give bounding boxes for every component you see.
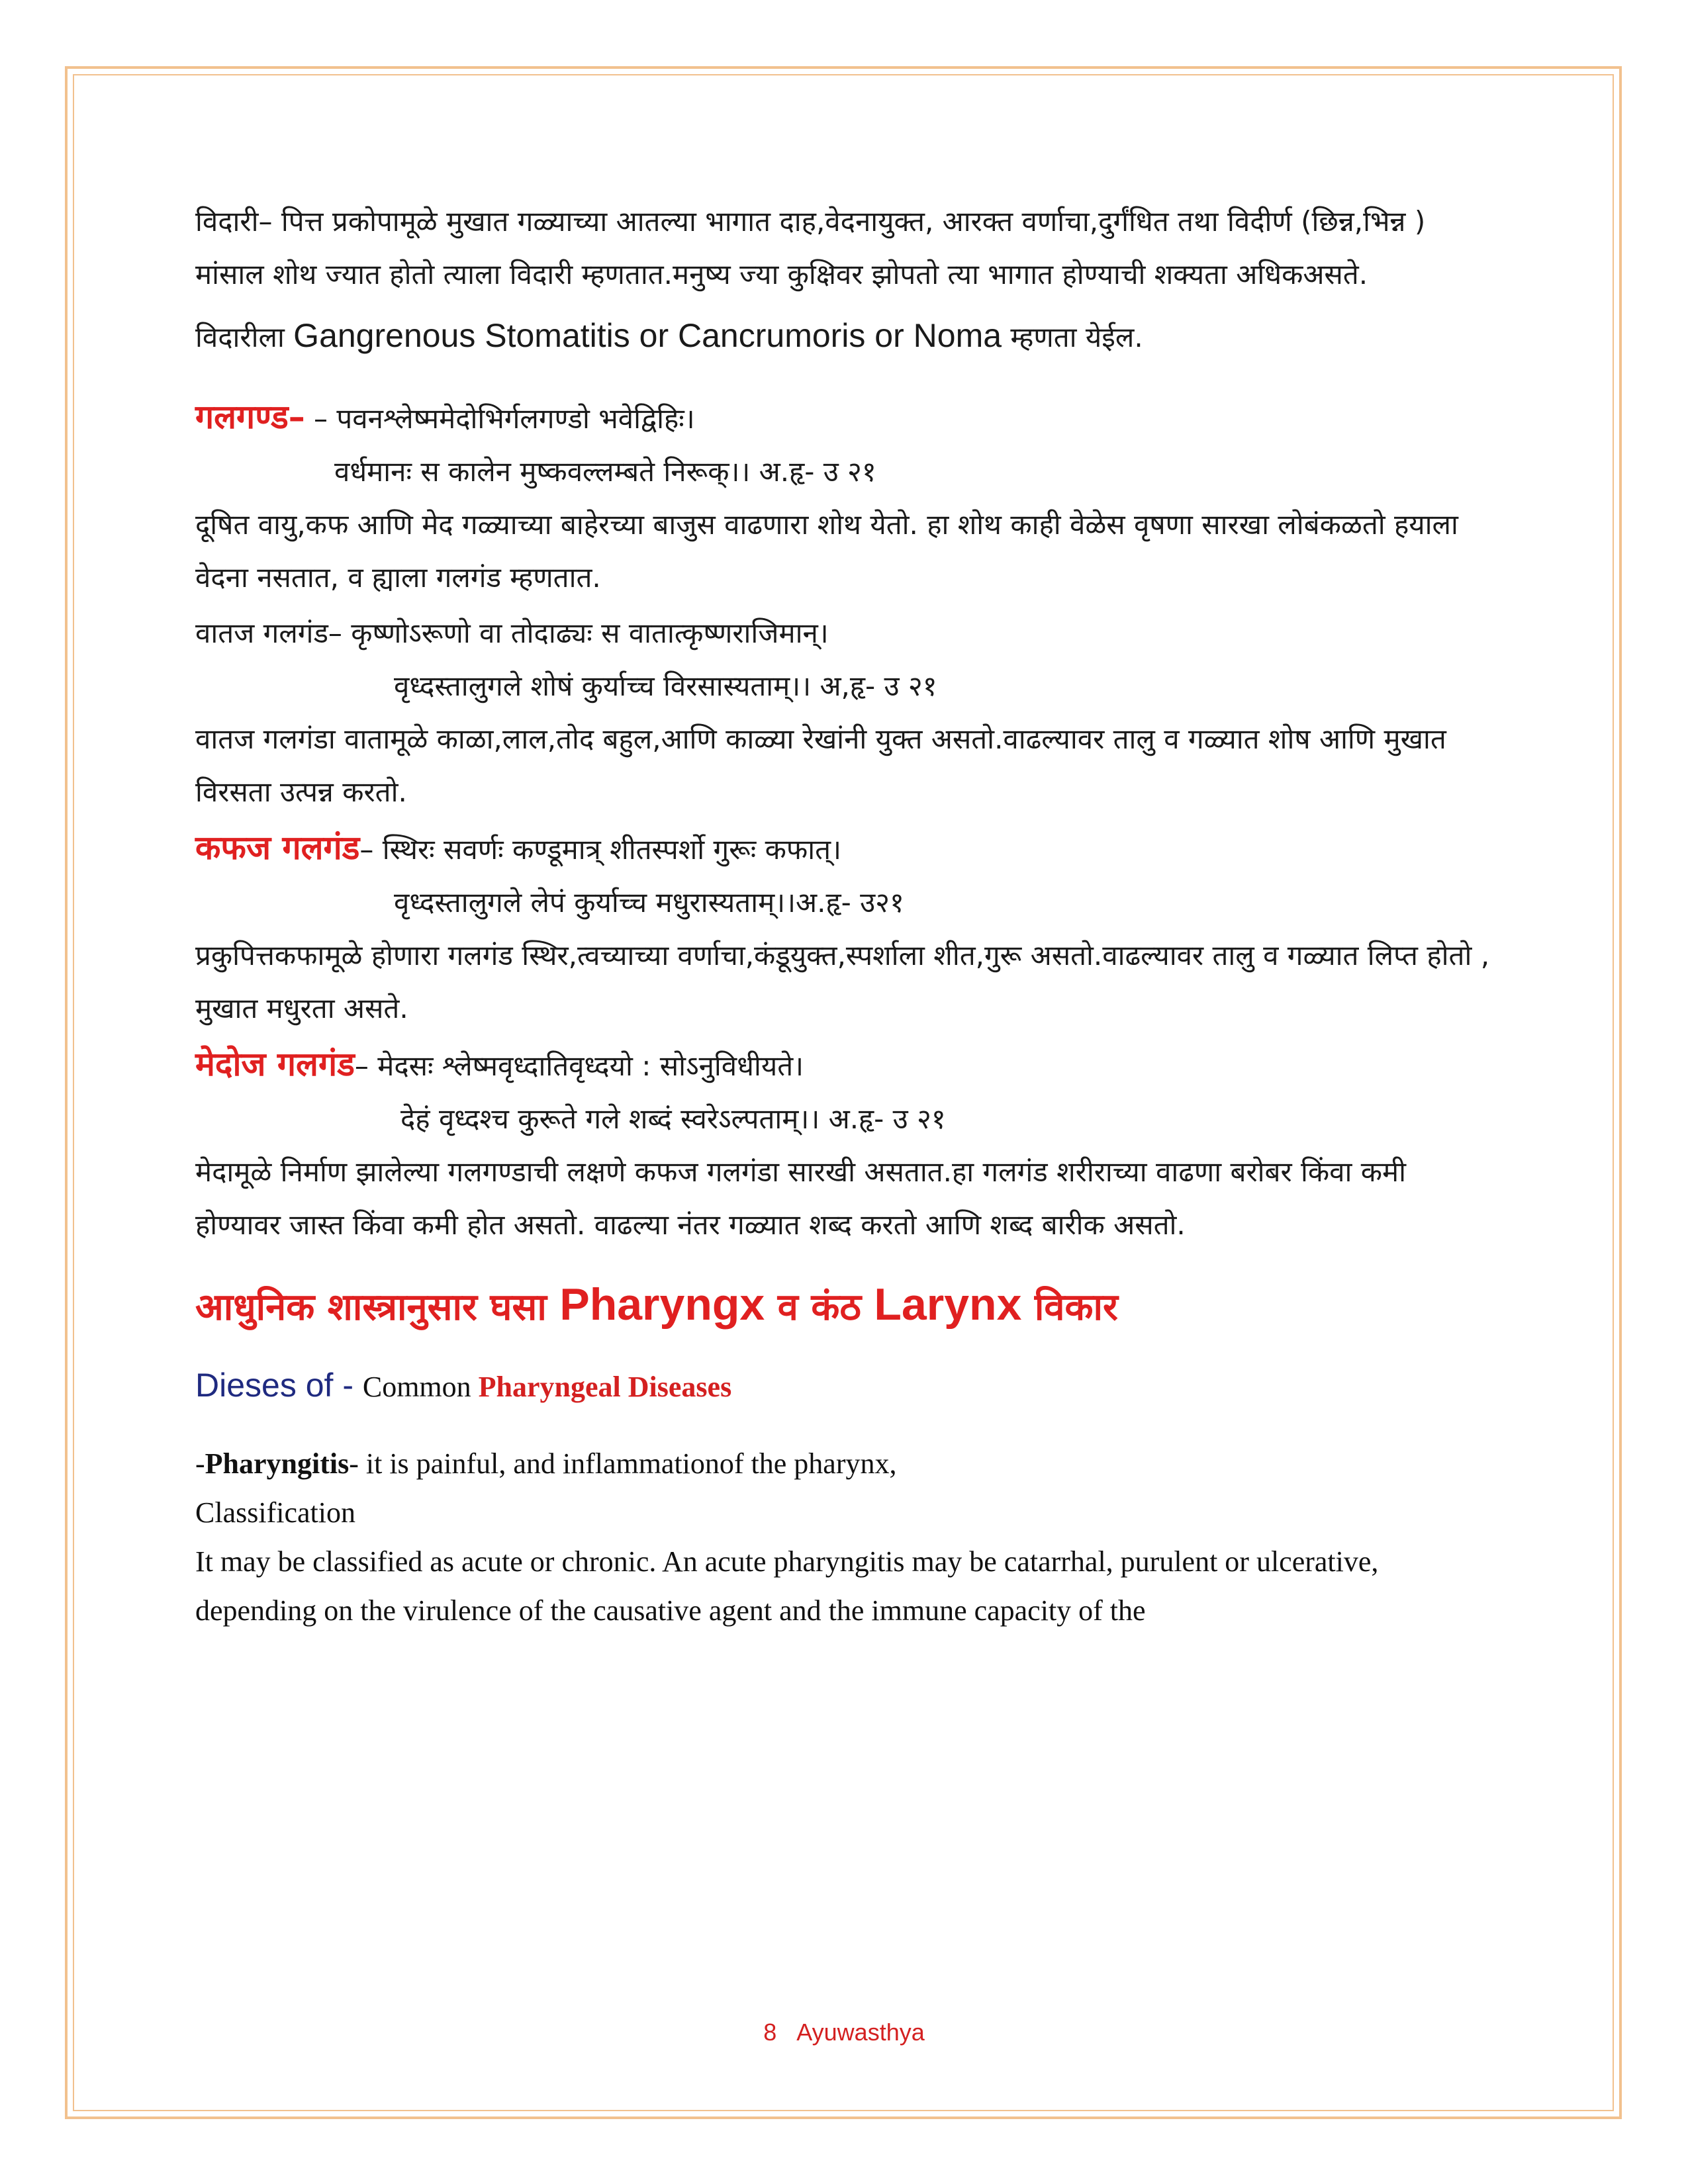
modern-heading-suffix: विकार <box>1021 1286 1118 1329</box>
page-footer <box>0 2019 1688 2046</box>
vataja-paragraph: वातज गलगंडा वातामूळे काळा,लाल,तोद बहुल,आणि काळ्या रेखांनी युक्त असतो.वाढल्यावर तालु व गळ्यात शोष आणि मुखात विरसता उत्पन्न करतो. <box>195 723 1446 808</box>
kaphaja-shloka-2: वृध्दस्तालुगले लेपं कुर्याच्च मधुरास्यताम्।।अ.हृ- उ२१ <box>394 886 904 919</box>
vidari-english-prefix: विदारीला <box>195 321 294 353</box>
pharyngitis-definition: - it is painful, and inflammationof the pharynx, <box>349 1447 897 1480</box>
dieses-line <box>195 1361 1493 1412</box>
dieses-of: Dieses of - <box>195 1367 363 1404</box>
vidari-english-line <box>195 309 1493 364</box>
vidari-english-suffix: म्हणता येईल. <box>1002 321 1143 353</box>
pharyngitis-line <box>195 1439 1493 1488</box>
kaphaja-shloka-1: – स्थिरः सवर्णः कण्डूमात्र् शीतस्पर्शो गुरूः कफात्। <box>359 833 841 866</box>
pharyngitis-dash: - <box>195 1447 205 1480</box>
galaganda-paragraph: दूषित वायु,कफ आणि मेद गळ्याच्या बाहेरच्या बाजुस वाढणारा शोथ येतो. हा शोथ काही वेळेस वृषणा सारखा लोबंकळतो हयाला वेदना नसतात, व ह्याला गलगंड म्हणतात. <box>195 508 1458 594</box>
footer-title: Ayuwasthya <box>796 2019 925 2046</box>
vataja-shloka-2: वृध्दस्तालुगले शोषं कुर्याच्च विरसास्यताम्।। अ,हृ- उ २१ <box>394 670 937 702</box>
medoja-heading: मेदोज गलगंड <box>195 1045 355 1083</box>
footer-page-number: 8 <box>763 2019 777 2046</box>
modern-heading-mid: व कंठ <box>765 1286 874 1329</box>
pharyngitis-term: Pharyngitis <box>205 1447 350 1480</box>
modern-heading-larynx: Larynx <box>874 1279 1022 1330</box>
galaganda-shloka-2: वर्धमानः स कालेन मुष्कवल्लम्बते निरूक्।। अ.हृ- उ २१ <box>334 455 876 488</box>
modern-heading-prefix: आधुनिक शास्त्रानुसार घसा <box>195 1286 560 1329</box>
vidari-paragraph: विदारी– पित्त प्रकोपामूळे मुखात गळ्याच्या आतल्या भागात दाह,वेदनायुक्त, आरक्त वर्णाचा,दुर्गंधित तथा विदीर्ण (छिन्न,भिन्न ) मांसाल शोथ ज्यात होतो त्याला विदारी म्हणतात.मनुष्य ज्या कुक्षिवर झोपतो त्या भागात होण्याची शक्यता अधिकअसते. <box>195 205 1426 291</box>
medoja-heading-line <box>195 1038 1493 1093</box>
vidari-english-terms: Gangrenous Stomatitis or Cancrumoris or Noma <box>293 317 1002 354</box>
medoja-paragraph: मेदामूळे निर्माण झालेल्या गलगण्डाची लक्षणे कफज गलगंडा सारखी असतात.हा गलगंड शरीराच्या वाढणा बरोबर किंवा कमी होण्यावर जास्त किंवा कमी होत असतो. वाढल्या नंतर गळ्यात शब्द करतो आणि शब्द बारीक असतो. <box>195 1156 1406 1241</box>
medoja-shloka-2: देहं वृध्दश्च कुरूते गले शब्दं स्वरेऽल्पताम्।। अ.हृ- उ २१ <box>400 1103 946 1135</box>
classification-label: Classification <box>195 1496 355 1529</box>
classification-paragraph: It may be classified as acute or chronic. An acute pharyngitis may be catarrhal, purulent or ulcerative, depending on the virulence of the causative agent and the immune capacity of the <box>195 1545 1379 1627</box>
modern-heading <box>195 1271 1493 1341</box>
kaphaja-heading-line <box>195 821 1493 876</box>
vataja-line: वातज गलगंड– कृष्णोऽरूणो वा तोदाढ्यः स वातात्कृष्णराजिमान्। <box>195 617 829 649</box>
galaganda-heading-line <box>195 390 1493 445</box>
kaphaja-paragraph: प्रकुपित्तकफामूळे होणारा गलगंड स्थिर,त्वच्याच्या वर्णाचा,कंडूयुक्त,स्पर्शाला शीत,गुरू असतो.वाढल्यावर तालु व गळ्यात लिप्त होतो , मुखात मधुरता असते. <box>195 939 1490 1024</box>
galaganda-shloka-1: – पवनश्लेष्ममेदोभिर्गलगण्डो भवेद्विहिः। <box>305 402 695 435</box>
galaganda-heading: गलगण्ड– <box>195 398 305 436</box>
kaphaja-heading: कफज गलगंड <box>195 829 360 867</box>
pharyngeal-diseases-label: Pharyngeal Diseases <box>478 1371 732 1403</box>
modern-heading-pharyngx: Pharyngx <box>559 1279 765 1330</box>
common-label: Common <box>362 1371 479 1403</box>
medoja-shloka-1: – मेदसः श्लेष्मवृध्दातिवृध्दयो : सोऽनुविधीयते। <box>354 1050 804 1082</box>
page-content <box>195 195 1493 1635</box>
